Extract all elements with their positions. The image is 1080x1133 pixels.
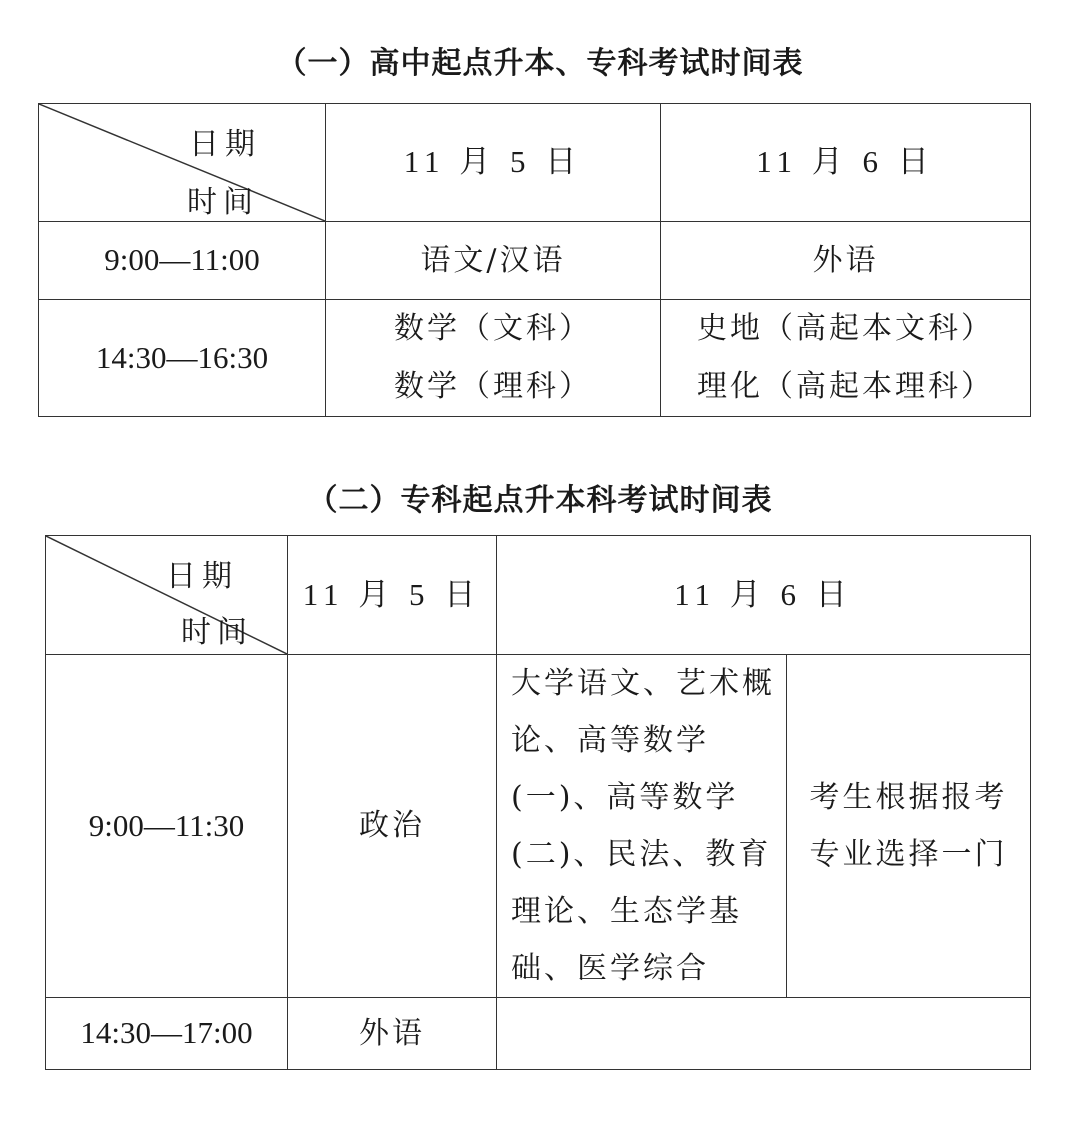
subject-list-line: 理论、生态学基: [511, 894, 742, 929]
note-line: 专业选择一门: [809, 837, 1008, 872]
subject-cell: 政治: [288, 655, 497, 998]
time-slot: 14:30—16:30: [39, 300, 326, 417]
selection-note-cell: [787, 655, 1031, 998]
subject-list-line: 大学语文、艺术概: [511, 666, 775, 701]
table2-row-afternoon: [46, 998, 1031, 1070]
subject-line: 理化（高起本理科）: [697, 369, 994, 404]
table1-row-afternoon: [39, 300, 1031, 417]
table1-title: （一）高中起点升本、专科考试时间表: [276, 46, 804, 81]
table1-corner-cell: [39, 104, 326, 222]
subject-cell: 外语: [661, 222, 1031, 300]
table1-header-row: [39, 104, 1031, 222]
subject-list-cell: [497, 655, 787, 998]
table2-corner-cell: [46, 536, 288, 655]
subject-cell: [326, 300, 661, 417]
note-line: 考生根据报考: [809, 780, 1008, 815]
date-header-nov6: 11 月 6 日: [497, 536, 1031, 655]
corner-date-label: 日期: [189, 127, 261, 162]
subject-line: 数学（文科）: [394, 311, 592, 346]
time-slot: 14:30—17:00: [46, 998, 288, 1070]
table2-title: （二）专科起点升本科考试时间表: [307, 483, 773, 518]
table2-row-morning: [46, 655, 1031, 998]
time-slot: 9:00—11:00: [39, 222, 326, 300]
diagonal-divider: [39, 104, 325, 221]
subject-cell: [661, 300, 1031, 417]
subject-cell: 外语: [288, 998, 497, 1070]
subject-line: 史地（高起本文科）: [697, 311, 994, 346]
corner-date-label: 日期: [166, 559, 238, 594]
table1-row-morning: [39, 222, 1031, 300]
exam-schedule-table-2: [45, 535, 1031, 1070]
subject-list-line: (二)、民法、教育: [511, 837, 772, 872]
table2-header-row: [46, 536, 1031, 655]
subject-list-line: 础、医学综合: [511, 951, 709, 986]
time-slot: 9:00—11:30: [46, 655, 288, 998]
subject-list-line: 论、高等数学: [511, 723, 709, 758]
empty-cell: [497, 998, 1031, 1070]
corner-time-label: 时间: [187, 185, 259, 220]
subject-cell: 语文/汉语: [326, 222, 661, 300]
date-header-nov6: 11 月 6 日: [661, 104, 1031, 222]
date-header-nov5: 11 月 5 日: [326, 104, 661, 222]
date-header-nov5: 11 月 5 日: [288, 536, 497, 655]
subject-list-line: (一)、高等数学: [511, 780, 739, 815]
corner-time-label: 时间: [181, 615, 253, 650]
exam-schedule-table-1: [38, 103, 1031, 417]
subject-line: 数学（理科）: [394, 369, 592, 404]
